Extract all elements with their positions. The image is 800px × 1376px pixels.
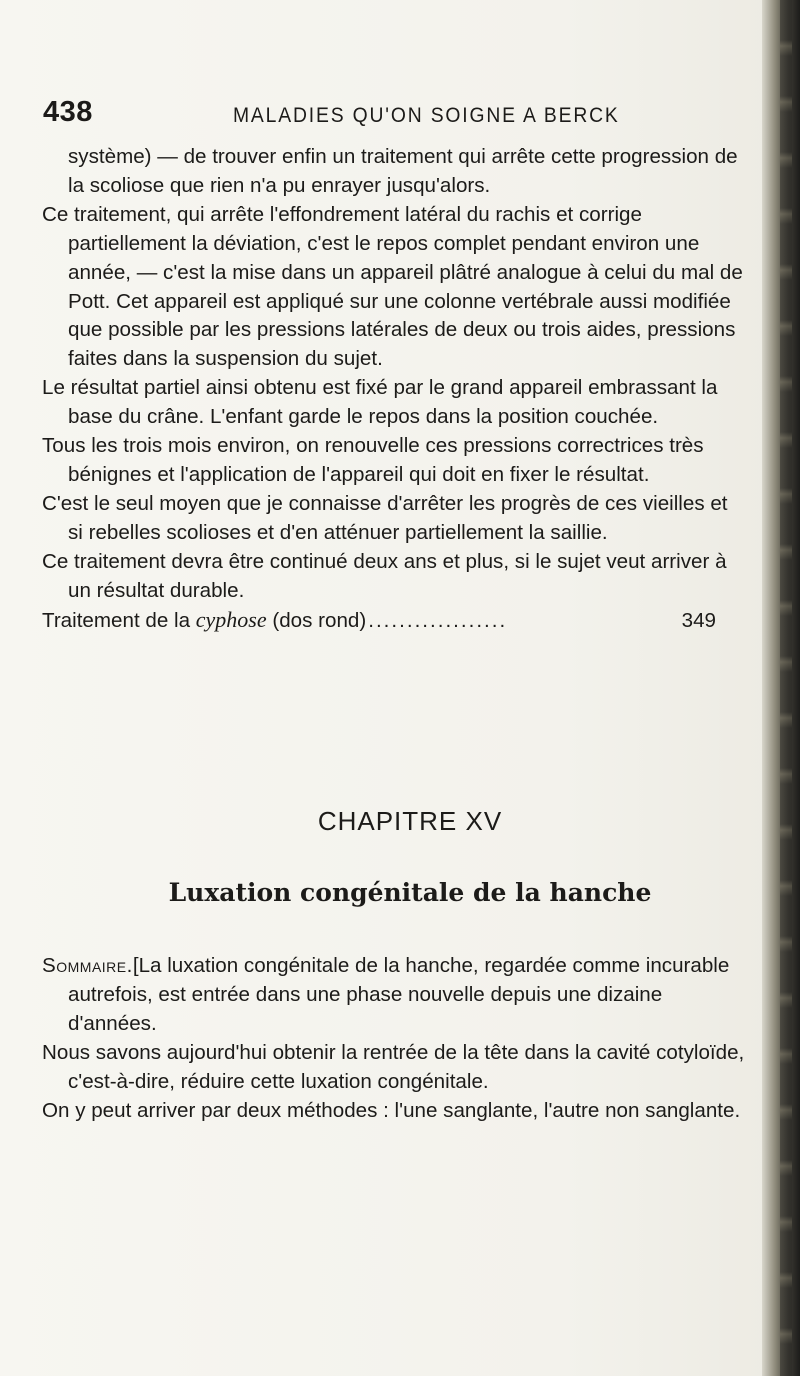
paragraph: C'est le seul moyen que je connaisse d'arrêter les progrès de ces vieilles et si rebelles scolioses et d'en atténuer partiellement la saillie. (42, 491, 728, 544)
continuation-paragraph: système) — de trouver enfin un traitement qui arrête cette progression de la scoliose que rien n'a pu enrayer jusqu'alors. (68, 145, 738, 197)
summary-paragraph: On y peut arriver par deux méthodes : l'une sanglante, l'autre non sanglante. (42, 1098, 741, 1122)
chapter-heading: CHAPITRE XV (317, 806, 503, 836)
running-title: MALADIES QU'ON SOIGNE A BERCK (233, 104, 620, 127)
paragraph: Tous les trois mois environ, on renouvelle ces pressions correctrices très bénignes et l'application de l'appareil qui doit en fixer le résultat. (42, 434, 704, 486)
paragraph: Ce traitement, qui arrête l'effondrement latéral du rachis et corrige partiellement la déviation, c'est le repos complet pendant environ une année, — c'est la mise dans un appareil plâtré analogue à celui du mal de Pott. Cet appareil est appliqué sur une colonne vertébrale aussi modifiée que possible par les pressions latérales de deux ou trois aides, pressions faites dans la suspension du sujet. (42, 202, 743, 371)
toc-italic-term: cyphose (195, 606, 267, 632)
chapter-summary (42, 952, 748, 1125)
summary-paragraph: Nous savons aujourd'hui obtenir la rentrée de la tête dans la cavité cotyloïde, c'est-à-dire, réduire cette luxation congénitale. (42, 1040, 745, 1093)
toc-prefix: Traitement de la (42, 608, 191, 632)
toc-entry (42, 606, 748, 636)
paragraph: Le résultat partiel ainsi obtenu est fixé par le grand appareil embrassant la base du crâne. L'enfant garde le repos dans la position couchée. (42, 376, 718, 429)
body-text (42, 143, 748, 635)
summary-bracket: [ (132, 954, 139, 977)
chapter-title: Luxation congénitale de la hanche (168, 878, 652, 907)
summary-label: Sommaire. (42, 954, 133, 977)
summary-first-paragraph (42, 952, 748, 1039)
page-header (43, 96, 743, 140)
summary-first-text: La luxation congénitale de la hanche, regardée comme incurable autrefois, est entrée dans une phase nouvelle depuis une dizaine d'années. (68, 954, 730, 1035)
page-number: 438 (43, 96, 93, 128)
page-edge-shadow (762, 0, 800, 1376)
toc-leader-dots: .................. (368, 608, 508, 632)
toc-page-ref: 349 (681, 608, 716, 632)
paragraph: Ce traitement devra être continué deux ans et plus, si le sujet veut arriver à un résultat durable. (42, 549, 727, 602)
toc-entry-text (42, 606, 366, 636)
page-edge-strip (780, 0, 792, 1376)
toc-suffix: (dos rond) (272, 608, 367, 632)
